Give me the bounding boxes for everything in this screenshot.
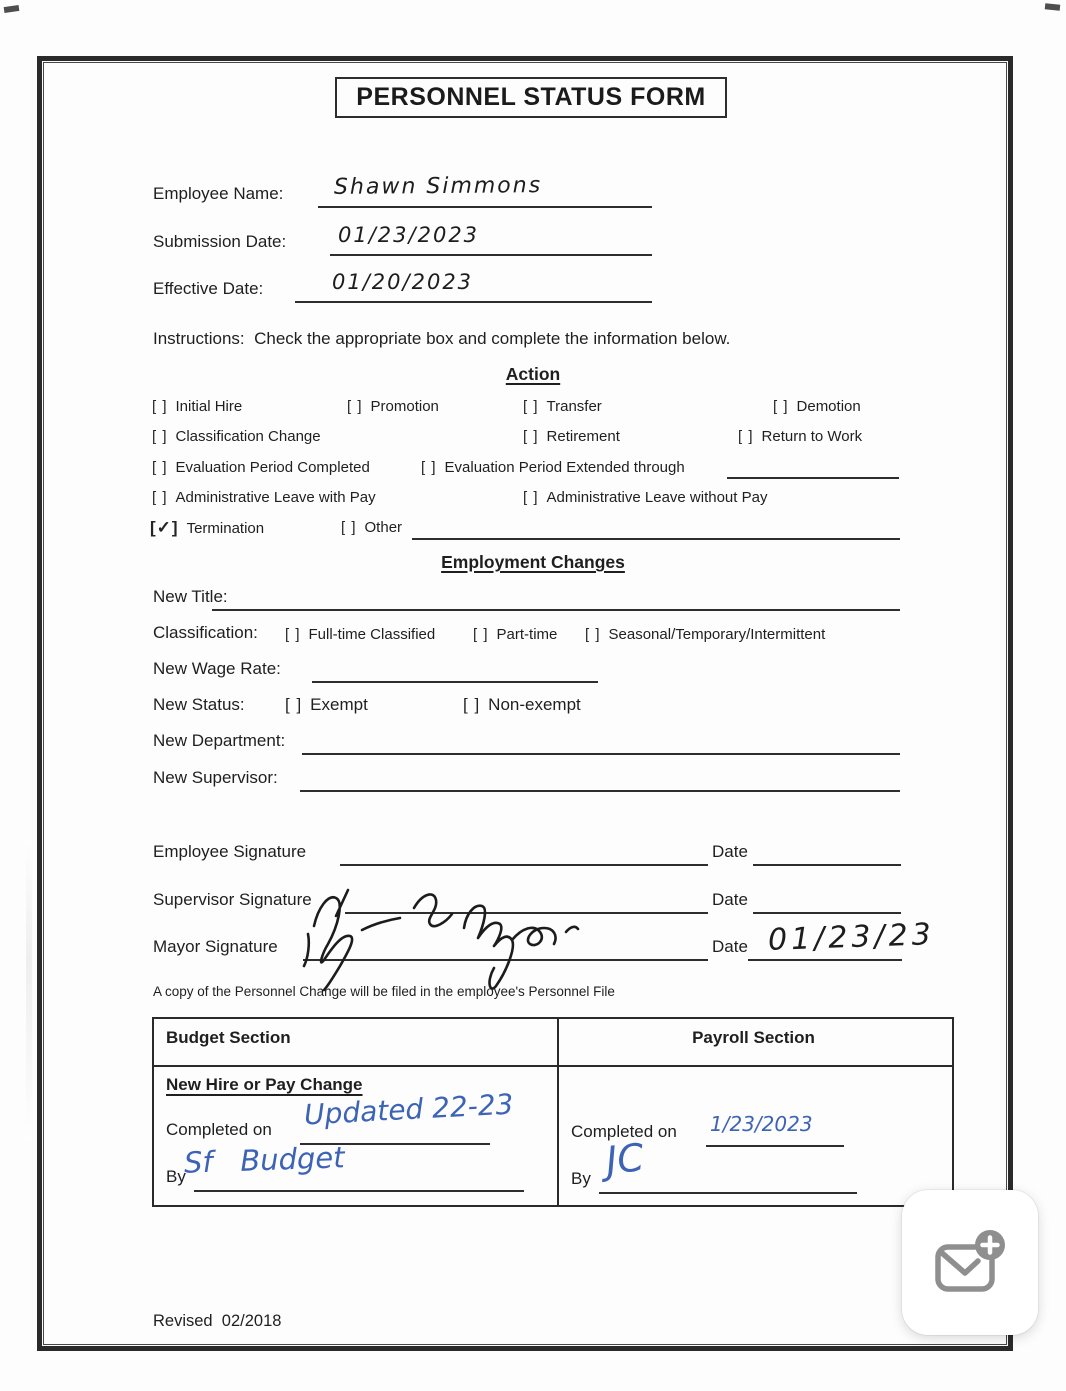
employee-name-line[interactable] bbox=[318, 206, 652, 208]
budget-payroll-table bbox=[152, 1017, 954, 1207]
effective-date-line[interactable] bbox=[295, 301, 652, 303]
instructions-text: Instructions: Check the appropriate box and complete the information below. bbox=[153, 329, 731, 348]
checkbox-brackets: [ ] bbox=[773, 398, 789, 415]
payroll-completed-on-label: Completed on bbox=[571, 1122, 677, 1141]
budget-completed-on-label: Completed on bbox=[166, 1120, 272, 1139]
email-add-icon bbox=[928, 1227, 1012, 1299]
employee-date-label: Date bbox=[712, 842, 748, 861]
checkbox-brackets: [ ] bbox=[421, 459, 437, 476]
checkbox-exempt[interactable]: [ ] Exempt bbox=[285, 695, 368, 714]
checkbox-evaluation-period-completed[interactable]: [ ] Evaluation Period Completed bbox=[152, 459, 370, 476]
personnel-file-note: A copy of the Personnel Change will be filed in the employee's Personnel File bbox=[153, 984, 615, 999]
checkbox-brackets: [ ] bbox=[152, 428, 168, 445]
checkbox-brackets: [ ] bbox=[473, 626, 489, 643]
checkbox-brackets: [ ] bbox=[738, 428, 754, 445]
checkbox-brackets: [ ] bbox=[152, 489, 168, 506]
checkbox-classification-change[interactable]: [ ] Classification Change bbox=[152, 428, 321, 445]
employee-name-label: Employee Name: bbox=[153, 184, 284, 203]
revision-footer: Revised 02/2018 bbox=[153, 1312, 282, 1330]
checkbox-brackets: [ ] bbox=[152, 459, 168, 476]
checkbox-brackets: [ ] bbox=[341, 519, 357, 536]
budget-completed-on-value: Updated 22-23 bbox=[303, 1087, 515, 1132]
supervisor-signature-label: Supervisor Signature bbox=[153, 890, 312, 909]
checkbox-seasonal-temporary-intermittent[interactable]: [ ] Seasonal/Temporary/Intermittent bbox=[585, 626, 826, 643]
checkbox-full-time-classified[interactable]: [ ] Full-time Classified bbox=[285, 626, 436, 643]
page-title: PERSONNEL STATUS FORM bbox=[335, 77, 727, 118]
scan-artifact bbox=[26, 840, 32, 1140]
checkbox-evaluation-period-extended[interactable]: [ ] Evaluation Period Extended through bbox=[421, 459, 685, 476]
checkbox-initial-hire[interactable]: [ ] Initial Hire bbox=[152, 398, 243, 415]
checkbox-brackets: [ ] bbox=[523, 489, 539, 506]
checkbox-brackets: [ ] bbox=[285, 626, 301, 643]
classification-label: Classification: bbox=[153, 623, 258, 642]
payroll-section-header: Payroll Section bbox=[692, 1028, 815, 1047]
new-supervisor-label: New Supervisor: bbox=[153, 768, 278, 787]
submission-date-label: Submission Date: bbox=[153, 232, 287, 251]
scan-artifact bbox=[4, 5, 20, 13]
new-supervisor-line[interactable] bbox=[300, 790, 900, 792]
email-add-button[interactable] bbox=[902, 1190, 1038, 1335]
supervisor-date-label: Date bbox=[712, 890, 748, 909]
action-heading: Action bbox=[505, 364, 561, 384]
submission-date-line[interactable] bbox=[330, 254, 652, 256]
checkbox-admin-leave-with-pay[interactable]: [ ] Administrative Leave with Pay bbox=[152, 489, 376, 506]
mayor-date-label: Date bbox=[712, 937, 748, 956]
checkbox-return-to-work[interactable]: [ ] Return to Work bbox=[738, 428, 863, 445]
mayor-signature-ink bbox=[296, 882, 626, 994]
submission-date-value: 01/23/2023 bbox=[338, 223, 480, 247]
checkbox-brackets: [✓] bbox=[150, 518, 179, 537]
budget-by-line[interactable] bbox=[194, 1190, 524, 1192]
checkbox-part-time[interactable]: [ ] Part-time bbox=[473, 626, 558, 643]
new-title-line[interactable] bbox=[212, 609, 900, 611]
other-line[interactable] bbox=[412, 538, 900, 540]
checkbox-brackets: [ ] bbox=[523, 428, 539, 445]
employee-signature-line[interactable] bbox=[340, 864, 708, 866]
employment-changes-heading: Employment Changes bbox=[441, 552, 625, 572]
effective-date-value: 01/20/2023 bbox=[332, 270, 474, 294]
payroll-by-line[interactable] bbox=[599, 1192, 857, 1194]
new-wage-rate-label: New Wage Rate: bbox=[153, 659, 281, 678]
checkbox-brackets: [ ] bbox=[152, 398, 168, 415]
new-hire-or-pay-change-heading: New Hire or Pay Change bbox=[166, 1075, 363, 1094]
checkbox-termination[interactable]: [✓] Termination bbox=[150, 518, 265, 537]
checkbox-brackets: [ ] bbox=[285, 695, 303, 714]
new-department-label: New Department: bbox=[153, 731, 286, 750]
checkbox-brackets: [ ] bbox=[585, 626, 601, 643]
new-department-line[interactable] bbox=[302, 753, 900, 755]
checkbox-retirement[interactable]: [ ] Retirement bbox=[523, 428, 620, 445]
checkbox-transfer[interactable]: [ ] Transfer bbox=[523, 398, 602, 415]
table-header-divider bbox=[154, 1065, 952, 1067]
payroll-completed-on-value: 1/23/2023 bbox=[710, 1112, 813, 1136]
checkbox-non-exempt[interactable]: [ ] Non-exempt bbox=[463, 695, 581, 714]
new-status-label: New Status: bbox=[153, 695, 245, 714]
mayor-date-value: 01/23/23 bbox=[767, 917, 936, 958]
mayor-signature-label: Mayor Signature bbox=[153, 937, 278, 956]
checkbox-admin-leave-without-pay[interactable]: [ ] Administrative Leave without Pay bbox=[523, 489, 768, 506]
scan-artifact bbox=[1045, 3, 1061, 11]
new-title-label: New Title: bbox=[153, 587, 228, 606]
checkbox-brackets: [ ] bbox=[523, 398, 539, 415]
checkbox-brackets: [ ] bbox=[463, 695, 481, 714]
budget-by-signature: Sf Budget bbox=[183, 1140, 346, 1180]
new-wage-rate-line[interactable] bbox=[312, 681, 598, 683]
checkbox-brackets: [ ] bbox=[347, 398, 363, 415]
effective-date-label: Effective Date: bbox=[153, 279, 264, 298]
payroll-completed-on-line[interactable] bbox=[706, 1145, 844, 1147]
supervisor-date-line[interactable] bbox=[753, 912, 901, 914]
employee-date-line[interactable] bbox=[753, 864, 901, 866]
budget-section-header: Budget Section bbox=[166, 1028, 291, 1047]
employee-name-value: Shawn Simmons bbox=[333, 173, 543, 200]
budget-by-label: By bbox=[166, 1167, 186, 1186]
checkbox-demotion[interactable]: [ ] Demotion bbox=[773, 398, 861, 415]
checkbox-promotion[interactable]: [ ] Promotion bbox=[347, 398, 439, 415]
payroll-by-label: By bbox=[571, 1169, 591, 1188]
employee-signature-label: Employee Signature bbox=[153, 842, 307, 861]
payroll-by-signature: JC bbox=[603, 1135, 646, 1183]
checkbox-other[interactable]: [ ] Other bbox=[341, 519, 403, 536]
mayor-date-line[interactable] bbox=[748, 959, 902, 961]
evaluation-extended-line[interactable] bbox=[727, 477, 899, 479]
